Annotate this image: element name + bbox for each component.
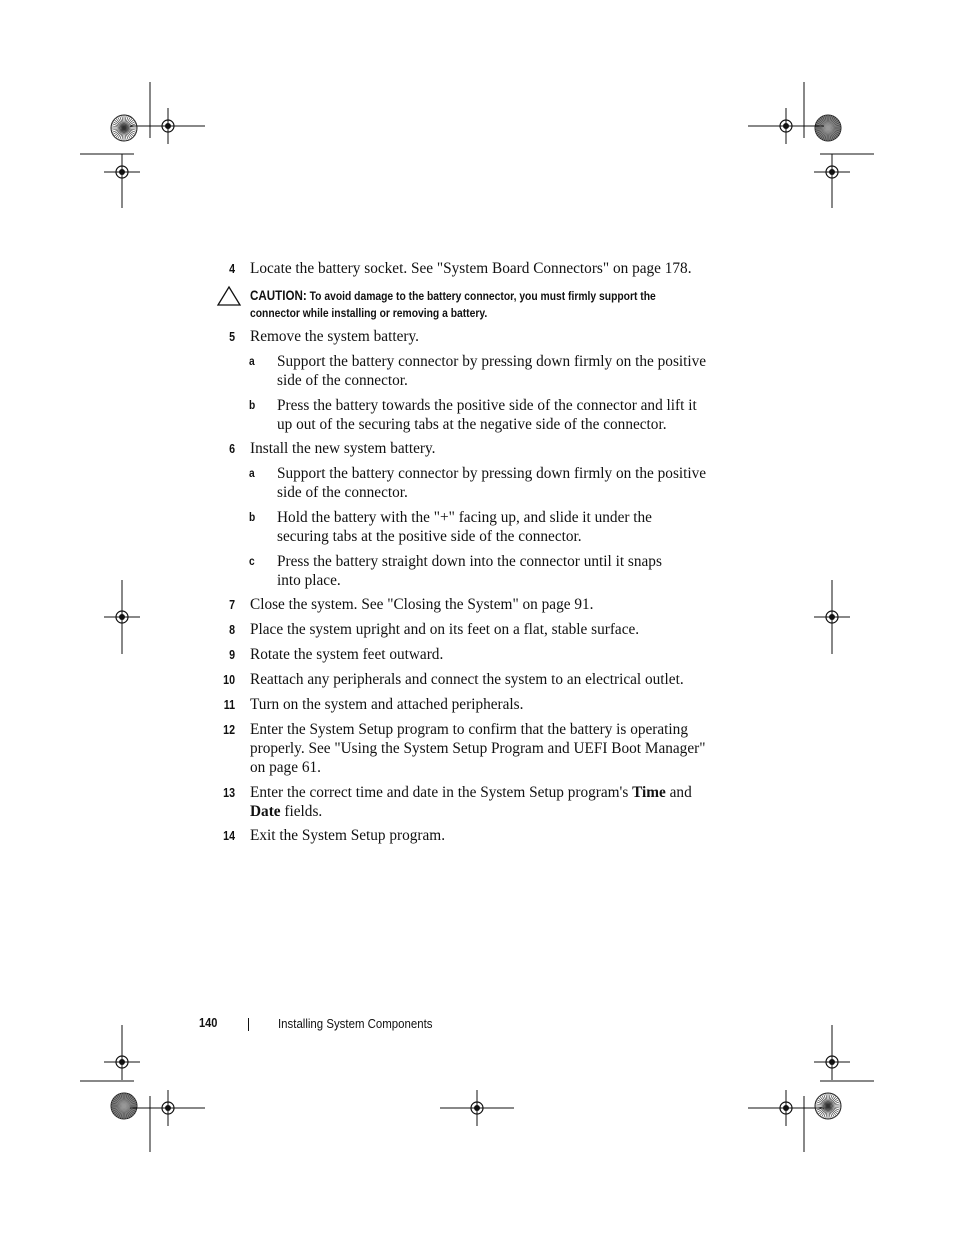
caution-note [250, 287, 720, 322]
step-number: 6 [229, 441, 235, 456]
step-text: Turn on the system and attached peripherals. [250, 696, 524, 713]
substep-text: Press the battery straight down into the connector until it snaps into place. [277, 553, 662, 589]
substep-letter: b [249, 398, 256, 412]
substep-letter: c [249, 554, 255, 568]
step-number: 13 [223, 785, 235, 800]
date-field-name: Date [250, 803, 281, 820]
step-text [250, 783, 720, 821]
substep-text: Press the battery towards the positive side of the connector and lift it up out of the securing tabs at the negative side of the connector. [277, 397, 697, 433]
step-number: 5 [229, 329, 235, 344]
page-number: 140 [199, 1015, 218, 1030]
step-number: 9 [229, 647, 235, 662]
footer-separator [248, 1018, 249, 1031]
step-number: 8 [229, 622, 235, 637]
step-text: Close the system. See "Closing the System" on page 91. [250, 596, 594, 613]
caution-label: CAUTION: [250, 288, 307, 303]
step-text: Exit the System Setup program. [250, 827, 446, 844]
step-number: 4 [229, 261, 235, 276]
star-target [111, 115, 137, 141]
step-text: Rotate the system feet outward. [250, 646, 444, 663]
step-number: 10 [223, 672, 235, 687]
section-title: Installing System Components [278, 1016, 433, 1031]
step-text: Locate the battery socket. See "System Board Connectors" on page 178. [250, 260, 692, 277]
step-text: Place the system upright and on its feet on a flat, stable surface. [250, 621, 640, 638]
substep-text: Support the battery connector by pressing down firmly on the positive side of the connector. [277, 353, 707, 389]
caution-text-line2: connector while installing or removing a battery. [250, 306, 488, 320]
star-target [815, 1093, 841, 1119]
step-number: 14 [223, 828, 235, 843]
substep-letter: a [249, 354, 255, 368]
step-text: Enter the System Setup program to confirm that the battery is operating properly. See "Using the System Setup Program and UEFI Boot Manager" on page 61. [250, 721, 706, 776]
time-field-name: Time [632, 784, 666, 801]
substep-text: Hold the battery with the "+" facing up, and slide it under the securing tabs at the positive side of the connector. [277, 509, 652, 545]
caution-text-line1: To avoid damage to the battery connector, you must firmly support the [309, 289, 656, 303]
step-text-part: Enter the correct time and date in the System Setup program's [250, 784, 633, 801]
substep-letter: a [249, 466, 255, 480]
step-text: Remove the system battery. [250, 328, 419, 345]
step-text-part: and [669, 784, 692, 801]
substep-text: Support the battery connector by pressing down firmly on the positive side of the connector. [277, 465, 707, 501]
step-number: 7 [229, 597, 235, 612]
step-number: 11 [223, 697, 235, 712]
step-text: Reattach any peripherals and connect the system to an electrical outlet. [250, 671, 684, 688]
substep-letter: b [249, 510, 256, 524]
caution-icon [216, 285, 242, 307]
step-number: 12 [223, 722, 235, 737]
star-target [815, 115, 841, 141]
step-text-part: fields. [280, 803, 323, 820]
step-text: Install the new system battery. [250, 440, 436, 457]
star-target [111, 1093, 137, 1119]
